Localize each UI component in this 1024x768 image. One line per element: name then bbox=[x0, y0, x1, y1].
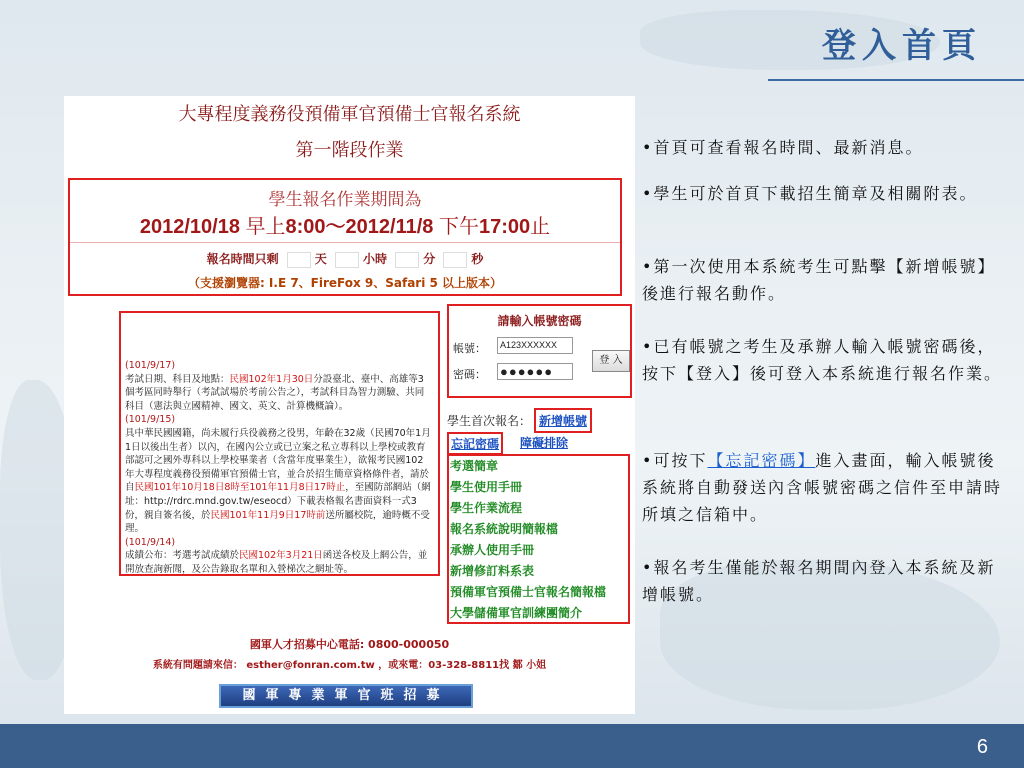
login-page-screenshot bbox=[64, 96, 635, 714]
countdown-day-unit: 天 bbox=[314, 252, 327, 266]
period-end-ampm: 下午 bbox=[438, 216, 479, 238]
news-text: 考試日期、科目及地點： bbox=[125, 373, 230, 385]
note-forgot-link[interactable]: 【忘記密碼】 bbox=[707, 451, 816, 470]
new-account-link[interactable]: 新增帳號 bbox=[534, 408, 592, 433]
news-highlight: 民國102年1月30日 bbox=[229, 373, 314, 385]
countdown bbox=[70, 250, 620, 268]
registration-period-box bbox=[68, 178, 622, 296]
countdown-minute-unit: 分 bbox=[423, 252, 436, 266]
news-text: 分設臺北、臺中、高雄等3個考區同時舉行（考試試場於考前公告之），考試科目為智力測驗、共同科目（憲法與立國精神、國文、英文、計算機概論）。 bbox=[125, 373, 425, 412]
countdown-day-box bbox=[287, 252, 311, 268]
period-start-time: 8:00 bbox=[285, 216, 326, 238]
news-content bbox=[125, 359, 431, 576]
note-text: 進入畫面，輸入帳號後系統將自動發送內含帳號密碼之信件至申請時所填之信箱中。 bbox=[642, 451, 1003, 524]
countdown-hour-box bbox=[335, 252, 359, 268]
news-highlight: 民國101年11月9日17時前 bbox=[210, 509, 326, 521]
note-item: •報名考生僅能於報名期間內登入本系統及新增帳號。 bbox=[642, 558, 996, 604]
news-text: 送所屬校院，逾時概不受理。 bbox=[125, 509, 430, 535]
system-title: 大專程度義務役預備軍官預備士官報名系統 bbox=[178, 104, 521, 125]
title-underline bbox=[768, 79, 1024, 81]
first-register-label: 學生首次報名： bbox=[447, 414, 532, 428]
countdown-minute-box bbox=[395, 252, 419, 268]
countdown-second-unit: 秒 bbox=[471, 252, 484, 266]
link-rotc-intro[interactable]: 大學儲備軍官訓練團簡介 bbox=[450, 606, 583, 620]
period-start-ampm: 早上 bbox=[245, 216, 286, 238]
countdown-second-box bbox=[443, 252, 467, 268]
period-divider bbox=[70, 242, 620, 243]
recruitment-banner[interactable]: 國軍專業軍官班招募 bbox=[219, 684, 473, 708]
password-input[interactable]: ●●●●●● bbox=[497, 363, 573, 380]
password-label: 密碼： bbox=[453, 368, 486, 381]
link-student-manual[interactable]: 學生使用手冊 bbox=[450, 480, 523, 494]
period-end-time: 17:00 bbox=[478, 216, 531, 238]
login-button[interactable]: 登 入 bbox=[592, 350, 630, 372]
news-date: (101/9/15) bbox=[125, 414, 176, 426]
forgot-password-link[interactable]: 忘記密碼 bbox=[447, 432, 503, 455]
account-label: 帳號： bbox=[453, 342, 486, 355]
countdown-label: 報名時間只剩 bbox=[206, 252, 279, 266]
link-department-table[interactable]: 新增修訂料系表 bbox=[450, 564, 535, 578]
period-end-date: 2012/11/8 bbox=[345, 216, 434, 238]
login-heading: 請輸入帳號密碼 bbox=[497, 314, 582, 328]
note-item: •第一次使用本系統考生可點擊【新增帳號】後進行報名動作。 bbox=[642, 257, 996, 303]
note-item: •首頁可查看報名時間、最新消息。 bbox=[642, 138, 924, 157]
account-input[interactable]: A123XXXXXX bbox=[497, 337, 573, 354]
period-range bbox=[70, 210, 620, 239]
period-end-suffix: 止 bbox=[530, 216, 551, 238]
link-staff-manual[interactable]: 承辦人使用手冊 bbox=[450, 543, 535, 557]
troubleshooting-link[interactable]: 障礙排除 bbox=[520, 436, 569, 450]
news-text: 函送各校及上網公告，並開放查詢新聞，及公告錄取名單和入營梯次之網址等。 bbox=[125, 550, 428, 575]
link-brochure[interactable]: 考選簡章 bbox=[450, 459, 499, 473]
slide-title: 登入首頁 bbox=[822, 26, 982, 66]
footer-bar bbox=[0, 724, 1024, 768]
support-contact: 系統有問題請來信： esther@fonran.com.tw ，或來電：03-328-8811找 鄒 小姐 bbox=[152, 660, 547, 671]
note-item bbox=[642, 447, 1012, 528]
recruitment-hotline: 國軍人才招募中心電話: 0800-000050 bbox=[249, 638, 450, 651]
link-registration-briefing[interactable]: 預備軍官預備士官報名簡報檔 bbox=[450, 585, 607, 599]
news-item bbox=[125, 413, 431, 535]
news-text: 成績公布：考選考試成績於 bbox=[125, 550, 240, 562]
countdown-hour-unit: 小時 bbox=[362, 252, 387, 266]
download-links bbox=[447, 454, 630, 624]
login-form bbox=[447, 304, 632, 398]
note-item: •已有帳號之考生及承辦人輸入帳號密碼後，按下【登入】後可登入本系統進行報名作業。 bbox=[642, 337, 1003, 383]
news-item bbox=[125, 359, 431, 413]
news-highlight: 民國101年10月18日8時至101年11月8日17時止 bbox=[134, 482, 346, 494]
link-student-workflow[interactable]: 學生作業流程 bbox=[450, 501, 523, 515]
news-item bbox=[125, 536, 431, 576]
note-item: •學生可於首頁下載招生簡章及相關附表。 bbox=[642, 184, 978, 203]
period-tilde: ～ bbox=[325, 216, 346, 238]
news-date: (101/9/14) bbox=[125, 536, 176, 548]
news-list[interactable] bbox=[119, 311, 440, 576]
link-system-briefing[interactable]: 報名系統說明簡報檔 bbox=[450, 522, 559, 536]
stage-title: 第一階段作業 bbox=[295, 140, 404, 161]
period-start-date: 2012/10/18 bbox=[139, 216, 240, 238]
page-number: 6 bbox=[976, 736, 988, 758]
news-date: (101/9/17) bbox=[125, 360, 176, 371]
news-text: ，至國防部網站（網址：http://rdrc.mnd.gov.tw/eseocd）下載表格報名書面資料一式3份，親自簽名後，於 bbox=[125, 482, 431, 521]
note-text: •可按下 bbox=[642, 451, 708, 470]
news-text: 具中華民國國籍，尚未履行兵役義務之役男，年齡在32歲（民國70年1月1日以後出生者）以內，在國內公立或已立案之私立專科以上學校或教育部認可之國外專科以上學校畢業者（含當年度畢業生），欲報考民國102年大專程度義務役預備軍官預備士官，並合於招生簡章資格條件者，請於自 bbox=[125, 427, 431, 494]
supported-browsers-note: （支援瀏覽器: I.E 7、FireFox 9、Safari 5 以上版本） bbox=[187, 276, 503, 290]
period-label: 學生報名作業期間為 bbox=[268, 190, 422, 210]
news-highlight: 民國102年3月21日 bbox=[239, 550, 323, 562]
